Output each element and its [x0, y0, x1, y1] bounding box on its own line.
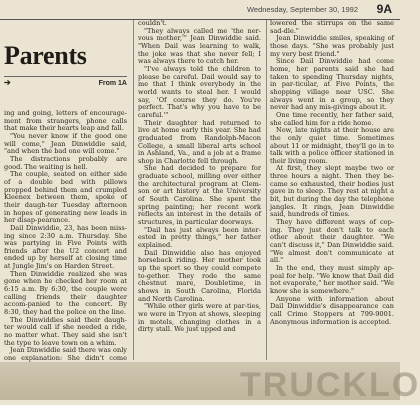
article-paragraph: In the end, they must simply ap-peal for help. "We know that Dail did not evaporate," her mother said. "We know she is somewhere." — [270, 264, 394, 295]
jump-arrow-icon: ➔ — [4, 78, 11, 87]
article-paragraph: Dail Dinwiddie, 23, has been miss-ing since 2:30 a.m. Thursday. She was partying in Five Points with friends after the U2 concert and ended up by herself at closing time at Jungle Jim's on Harden Street. — [4, 223, 127, 271]
article-paragraph: Jean Dinwiddie smiles, speaking of those days. "She was probably just my very best friend." — [270, 34, 394, 58]
article-paragraph: The Dinwiddies said their daugh-ter would call if she needed a ride, no matter what. They said she isn't the type to leave town on a whim. — [4, 315, 127, 347]
article-column-3 — [270, 20, 394, 326]
article-column-2 — [138, 20, 261, 334]
article-column-1 — [4, 110, 127, 370]
page-number: 9A — [376, 2, 392, 16]
column-divider — [133, 20, 134, 360]
article-paragraph: lowered the stirrups on the same sad-dle." — [270, 19, 394, 35]
article-paragraph: ing and going, letters of encourage-ment from strangers, phone calls that make their hearts leap and fall. — [4, 109, 127, 133]
article-paragraph: couldn't. — [138, 19, 167, 27]
article-paragraph: They have different ways of cop-ing. They just don't talk to each other about their daughter. "We can't discuss it," Dan Dinwiddie said. "We almost don't communicate at all." — [270, 218, 394, 265]
bottom-ad-text: TRUCKLO — [240, 366, 420, 404]
jump-label: From 1A — [98, 80, 127, 87]
article-paragraph: Dail Dinwiddie also has enjoyed horseback riding. Her mother took up the sport so they could compete to-gether. They rode the same chestnut mare, Doubletime, in shows in South Carolina, Florida and North Carolina. — [138, 248, 261, 303]
article-paragraph: "Dail has just always been inter-ested in pretty things," her father explained. — [138, 225, 261, 250]
article-paragraph: "I've always told the children to please be careful. Dail would say to me that I think everybody in the world wants to steal her. I would say, 'Of course they do. You're perfect. That's why you have to be careful.'" — [138, 64, 261, 119]
page-header — [0, 0, 400, 20]
article-paragraph: Anyone with information about Dail Dinwiddie's disappearance can call Crime Stoppers at 799-9001. Anonymous information is accepted. — [270, 294, 394, 326]
article-paragraph: "You never know if the good one will come," Jean Dinwiddie said, "and when the bad one will come." — [4, 131, 127, 156]
article-paragraph: Their daughter had returned to live at home early this year. She had graduated from Randolph-Macon College, a small liberal arts school in Ashland, Va., and a job at a frame shop in Charlotte fell through. — [138, 118, 261, 165]
article-paragraph: One time recently, her father said, she called him for a ride home. — [270, 110, 394, 127]
article-paragraph: The couple, seated on either side of a double bed with pillows propped behind them and crumpled Kleenex between them, spoke of their daugh-ter Tuesday afternoon in hopes of generating new leads in her disap-pearance. — [4, 170, 127, 225]
column-divider — [266, 20, 267, 360]
article-paragraph: Jean Dinwiddie said there was only one explanation: She didn't come — [4, 346, 127, 362]
article-paragraph: "They always called me 'the ner-vous mother,'" Jean Dinwiddie said. "When Dail was learning to walk, the joke was that she never fell; I was always there to catch her. — [138, 26, 261, 66]
article-paragraph: "While other girls were at par-ties, we were in Tryon at shows, sleeping in motels, changing clothes in a dirty stall. We just upped and — [138, 302, 261, 334]
article-paragraph: At first, they slept maybe two or three hours a night. Then they be-came so exhausted, their bodies just gave in to sleep. They rest at night a bit, but during the day the telephone jangles. It rings, Jean Dinwiddie said, hundreds of times. — [270, 164, 394, 219]
article-paragraph: She had decided to prepare for graduate school, milling over either the architectural program at Clem-son or art history at the University of South Carolina. She spent the spring painting; her recent work reflects an interest in the details of structures, in particular doorways. — [138, 164, 261, 227]
article-paragraph: The distractions probably are good. The waiting is hell. — [4, 154, 127, 171]
article-paragraph: Since Dail Dinwiddie had come home, her parents said she had taken to spending Thursday nights, in par-ticular, at Five Points, the shopping village near USC. She always went in a group, so they never had any mis-givings about it. — [270, 57, 394, 112]
article-headline: Parents — [4, 41, 87, 70]
jump-line — [4, 76, 127, 89]
article-paragraph: Now, late nights at their house are the only quiet time. Sometimes about 11 or midnight, they'll go in to talk with a police officer stationed in their living room. — [270, 126, 394, 165]
page-date: Wednesday, September 30, 1992 — [246, 5, 358, 14]
article-paragraph: Then Dinwiddie realized she was gone when he checked her room at 6:15 a.m. By 6:30, the couple were calling friends their daughter accom-panied to the concert. By 8:30, they had the police on the line. — [4, 269, 127, 317]
